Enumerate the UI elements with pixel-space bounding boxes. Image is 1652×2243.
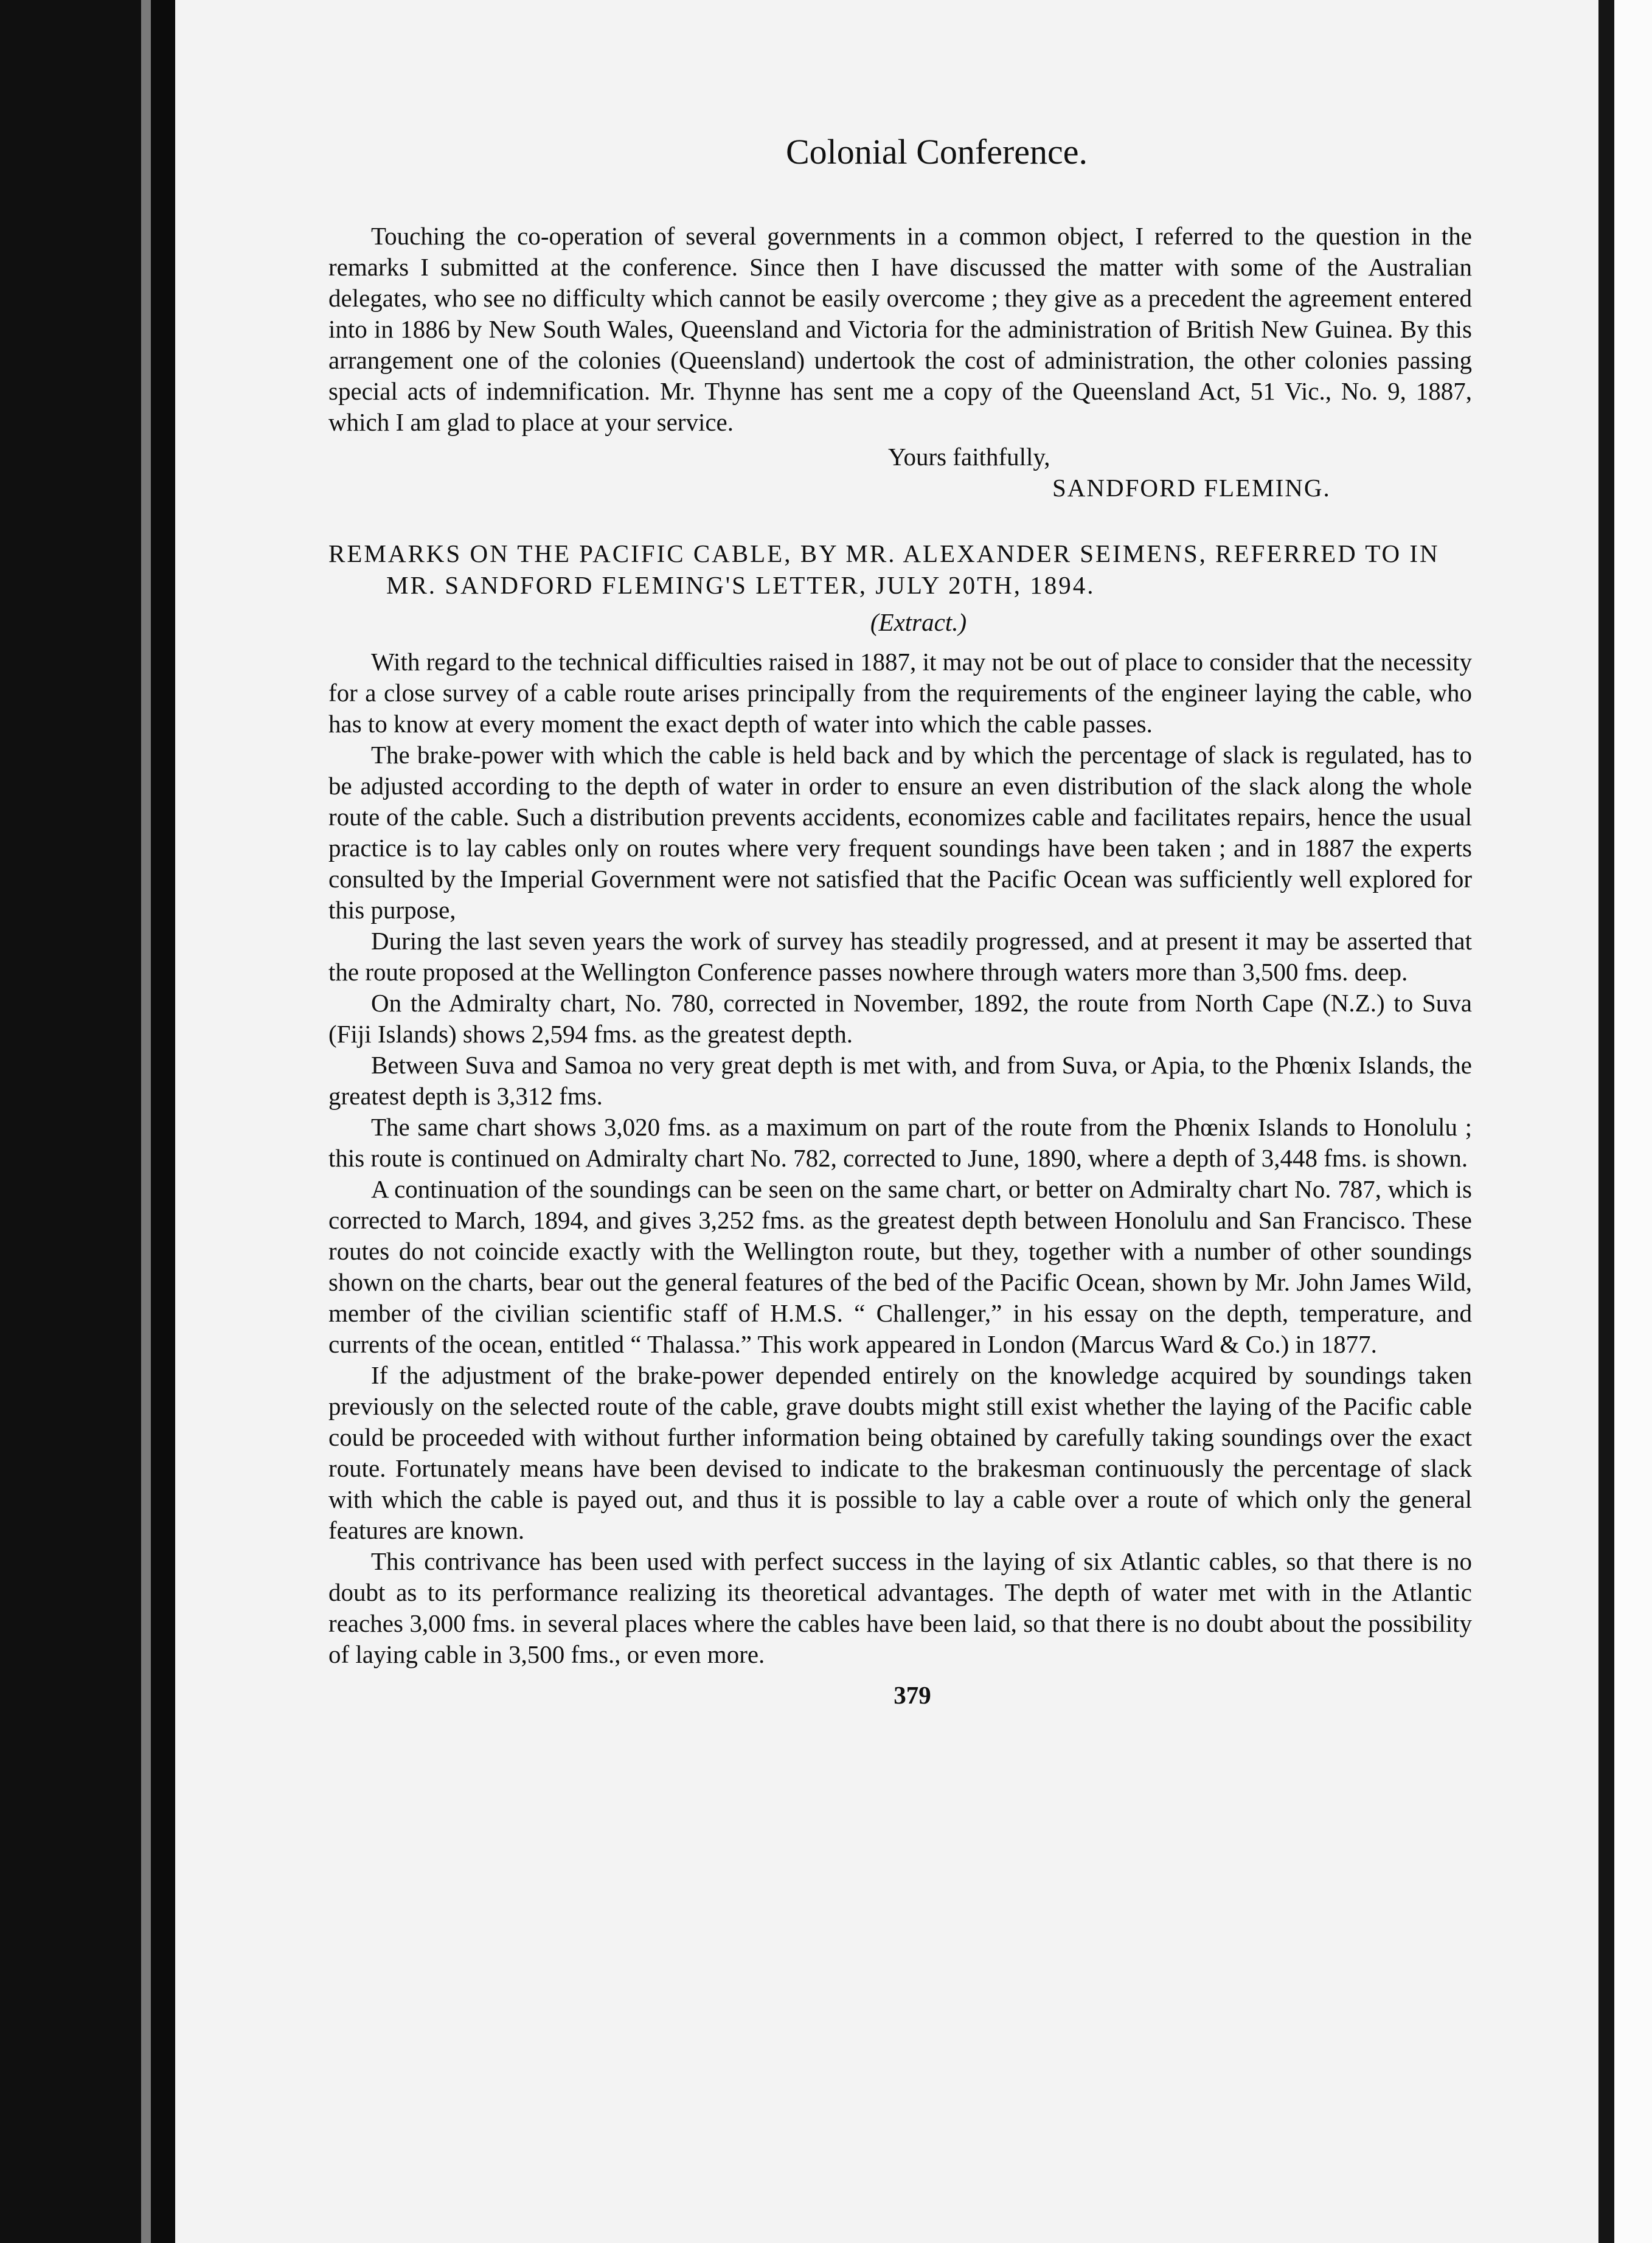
running-header: Colonial Conference.: [785, 132, 1088, 172]
signature: SANDFORD FLEMING.: [1052, 474, 1331, 502]
body-paragraph: The same chart shows 3,020 fms. as a maximum on part of the route from the Phœnix Islands to Honolulu ; this route is continued on Admiralty chart No. 782, corrected to June, 1890, where a depth of 3,448 fms. is shown.: [328, 1113, 1472, 1172]
body-paragraph: A continuation of the soundings can be seen on the same chart, or better on Admiralty chart No. 787, which is corrected to March, 1894, and gives 3,252 fms. as the greatest depth between Honolulu and San Francisco. These routes do not coincide exactly with the Wellington route, but they, together with a number of other soundings shown on the charts, bear out the general features of the bed of the Pacific Ocean, shown by Mr. John James Wild, member of the civilian scientific staff of H.M.S. “ Challenger,” in his essay on the depth, temperature, and currents of the ocean, entitled “ Thalassa.” This work appeared in London (Marcus Ward & Co.) in 1877.: [328, 1175, 1472, 1358]
body-paragraph: If the adjustment of the brake-power depended entirely on the knowledge acquired by soundings taken previously on the selected route of the cable, grave doubts might still exist whether the laying of the Pacific cable could be proceeded with without further information being obtained by carefully taking soundings over the exact route. Fortunately means have been devised to indicate to the brakesman continuously the percentage of slack with which the cable is payed out, and thus it is possible to lay a cable over a route of which only the general features are known.: [328, 1361, 1472, 1544]
letter-closing: [328, 442, 1472, 504]
scan-spine-gap: [141, 0, 151, 2243]
body-paragraph: With regard to the technical difficulties raised in 1887, it may not be out of place to consider that the necessity for a close survey of a cable route arises principally from the requirements of the engineer laying the cable, who has to know at every moment the exact depth of water into which the cable passes.: [328, 648, 1472, 738]
section-title: REMARKS ON THE PACIFIC CABLE, BY MR. ALEXANDER SEIMENS, REFERRED TO IN MR. SANDFORD FLEMING'S LETTER, JULY 20TH, 1894.: [328, 539, 1440, 599]
salutation: Yours faithfully,: [888, 443, 1050, 471]
letter-paragraph: Touching the co-operation of several governments in a common object, I referred to the question in the remarks I submitted at the conference. Since then I have discussed the matter with some of the Australian delegates, who see no difficulty which cannot be easily overcome ; they give as a precedent the agreement entered into in 1886 by New South Wales, Queensland and Victoria for the administration of British New Guinea. By this arrangement one of the colonies (Queensland) undertook the cost of administration, the other colonies passing special acts of indemnification. Mr. Thynne has sent me a copy of the Queensland Act, 51 Vic., No. 9, 1887, which I am glad to place at your service.: [328, 222, 1472, 436]
extract-label: (Extract.): [870, 608, 967, 636]
scan-spine: [151, 0, 175, 2243]
body-paragraph: Between Suva and Samoa no very great depth is met with, and from Suva, or Apia, to the Phœnix Islands, the greatest depth is 3,312 fms.: [328, 1051, 1472, 1110]
body-paragraph: On the Admiralty chart, No. 780, corrected in November, 1892, the route from North Cape (N.Z.) to Suva (Fiji Islands) shows 2,594 fms. as the greatest depth.: [328, 989, 1472, 1048]
scan-left-margin: [0, 0, 141, 2243]
scan-right-margin: [1614, 0, 1652, 2243]
body-paragraph: The brake-power with which the cable is held back and by which the percentage of slack is regulated, has to be adjusted according to the depth of water in order to ensure an even distribution of the slack along the whole route of the cable. Such a distribution prevents accidents, economizes cable and facilitates repairs, hence the usual practice is to lay cables only on routes where very frequent soundings have been taken ; and in 1887 the experts consulted by the Imperial Government were not satisfied that the Pacific Ocean was sufficiently well explored for this purpose,: [328, 741, 1472, 924]
body-paragraph: During the last seven years the work of survey has steadily progressed, and at present it may be asserted that the route proposed at the Wellington Conference passes nowhere through waters more than 3,500 fms. deep.: [328, 927, 1472, 986]
page-content: [328, 131, 1472, 1711]
body-paragraph: This contrivance has been used with perfect success in the laying of six Atlantic cables, so that there is no doubt as to its performance realizing its theoretical advantages. The depth of water met with in the Atlantic reaches 3,000 fms. in several places where the cables have been laid, so that there is no doubt about the possibility of laying cable in 3,500 fms., or even more.: [328, 1547, 1472, 1668]
page-number: 379: [894, 1681, 931, 1709]
scan-right-edge: [1598, 0, 1614, 2243]
